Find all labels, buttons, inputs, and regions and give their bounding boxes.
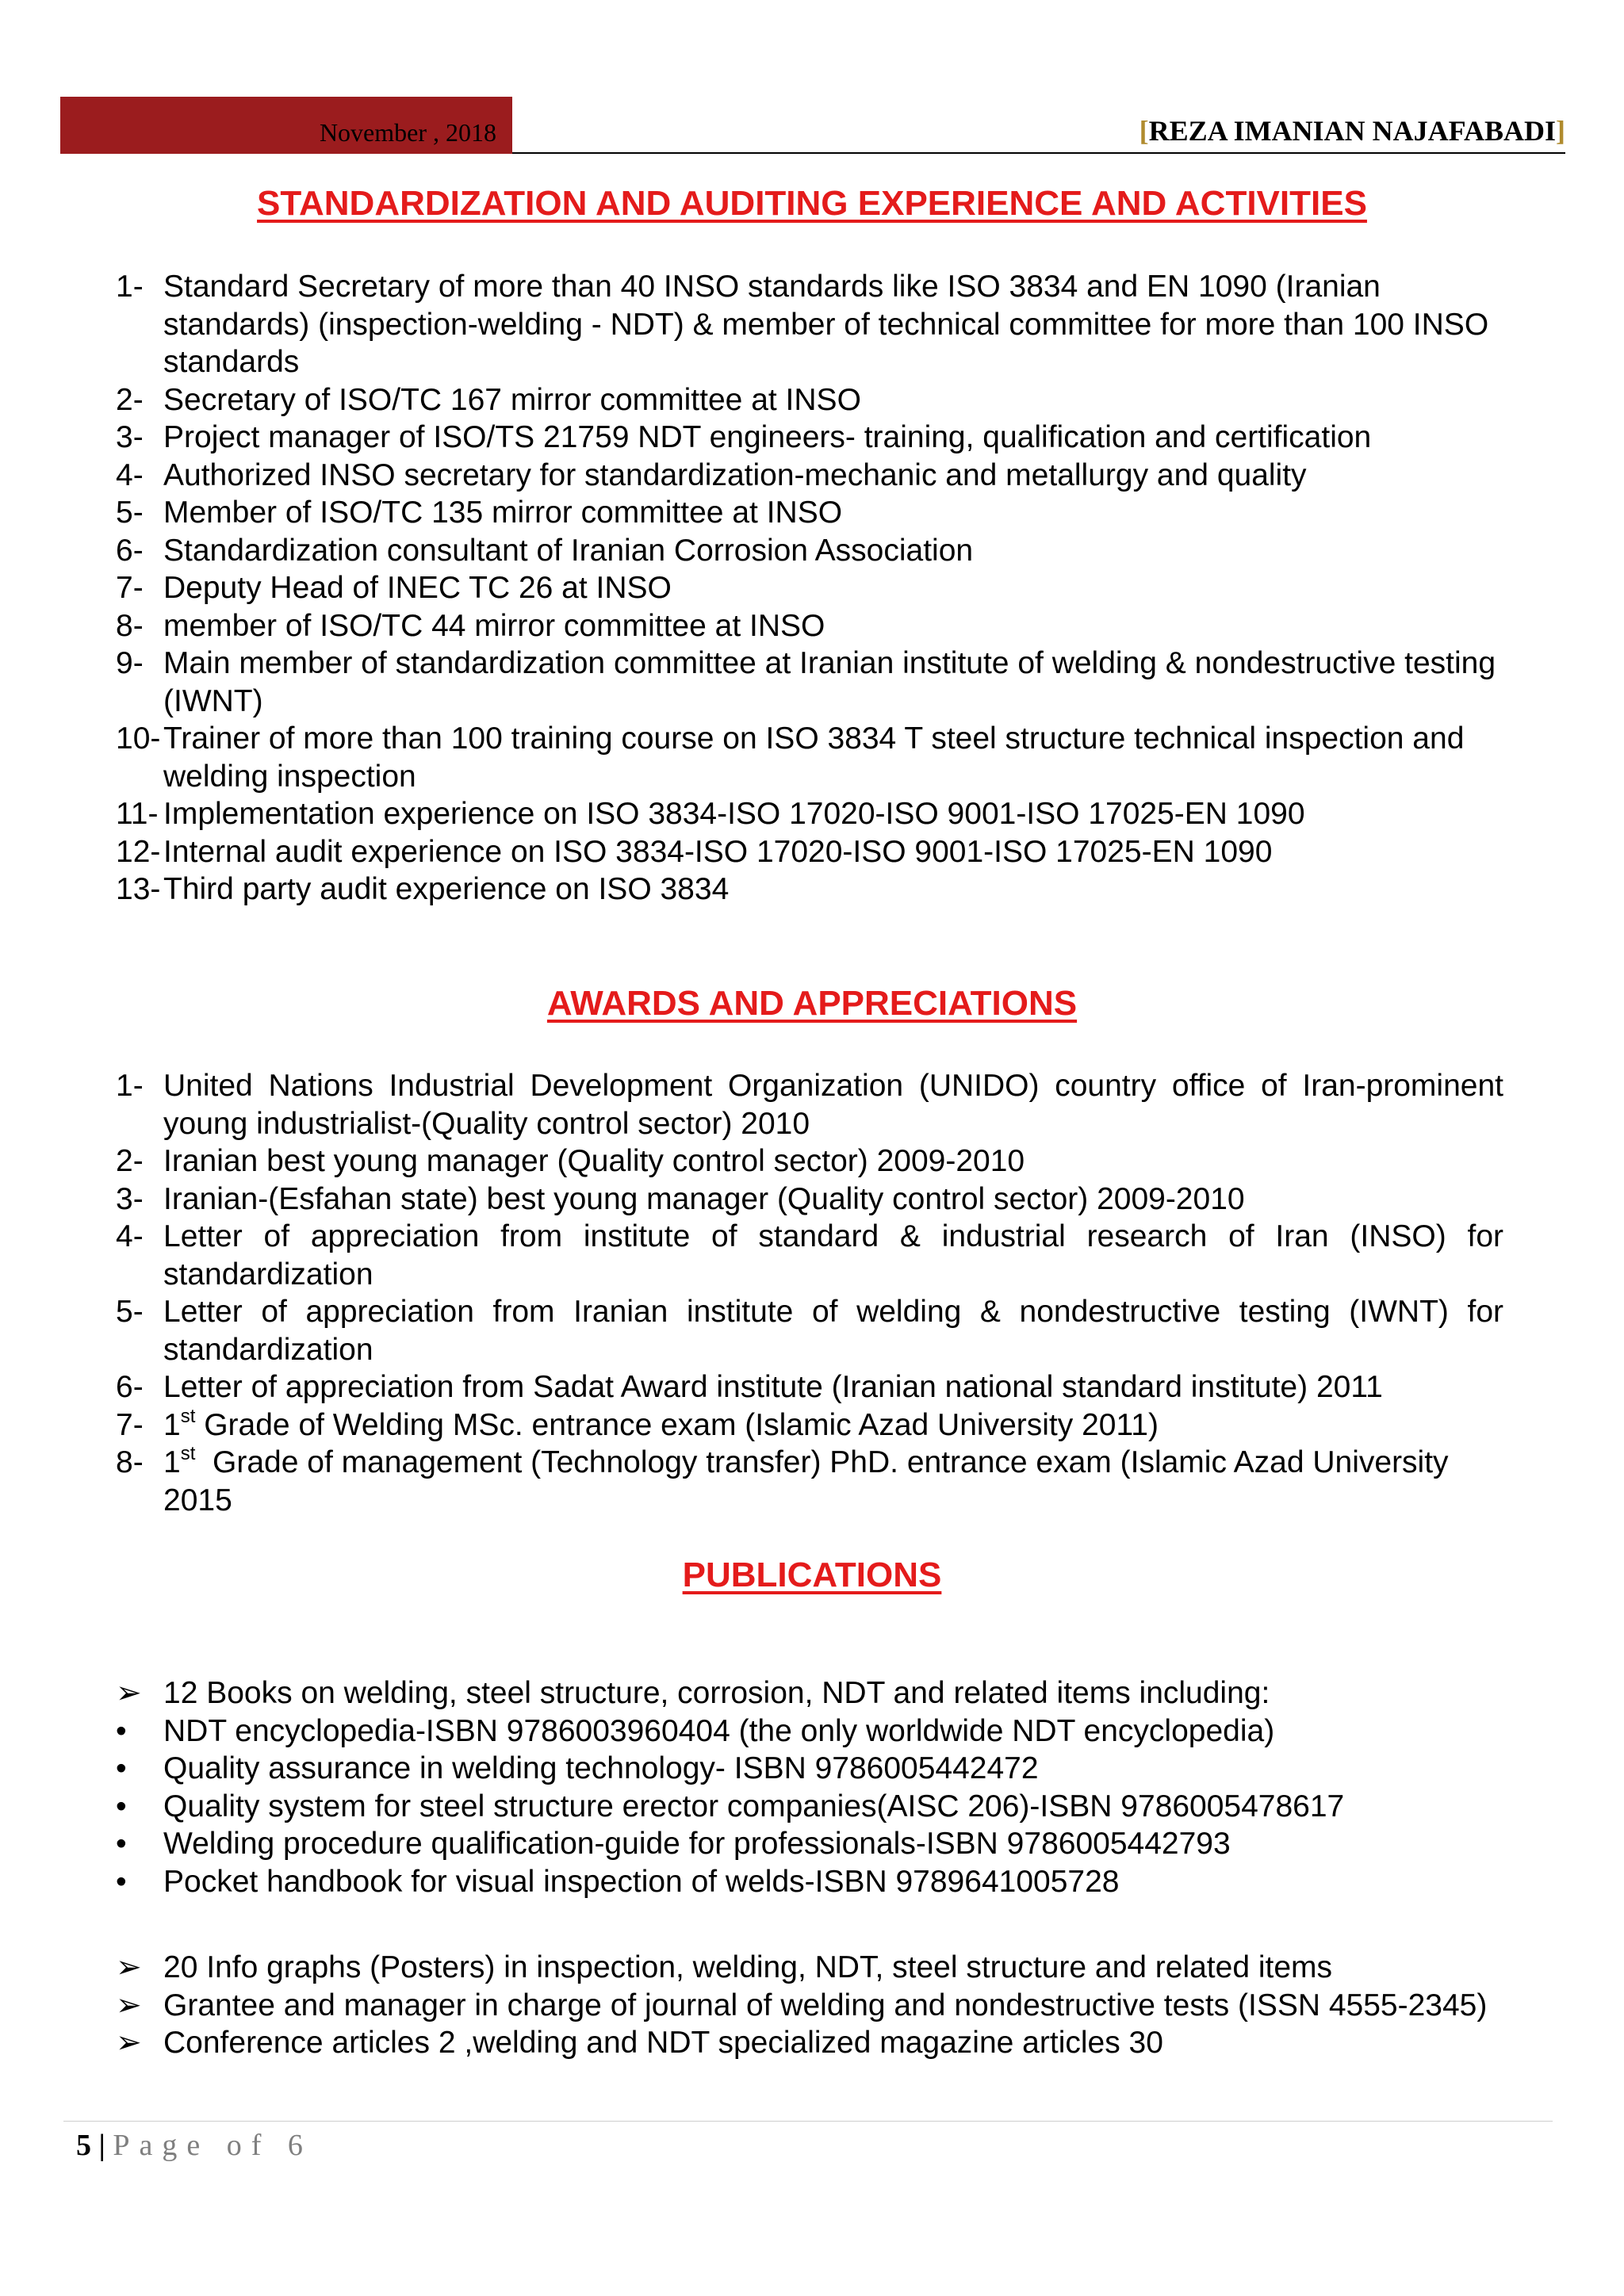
list-item: 2- Secretary of ISO/TC 167 mirror committee at INSO <box>116 382 861 417</box>
arrow-bullet-icon: ➢ <box>116 1676 142 1710</box>
list-item: • Pocket handbook for visual inspection of welds-ISBN 9789641005728 <box>116 1863 1503 1901</box>
arrow-bullet-icon: ➢ <box>116 2026 142 2060</box>
section-title-publications: PUBLICATIONS <box>682 1556 942 1594</box>
list-item: 1- Standard Secretary of more than 40 INSO standards like ISO 3834 and EN 1090 (Iranian standards) (inspection-welding - NDT) & member of technical committee for more than 100 INSO standards <box>116 270 1489 379</box>
header-date: November , 2018 <box>60 97 512 154</box>
dot-bullet-icon: • <box>116 1713 127 1748</box>
arrow-bullet-icon: ➢ <box>116 1950 142 1984</box>
list-item: ➢ 20 Info graphs (Posters) in inspection, welding, NDT, steel structure and related items <box>116 1949 1503 1987</box>
page-footer: 5 | Page of 6 <box>76 2129 312 2162</box>
list-item: 3- Project manager of ISO/TS 21759 NDT engineers- training, qualification and certification <box>116 420 1372 454</box>
list-item: 12- Internal audit experience on ISO 3834-ISO 17020-ISO 9001-ISO 17025-EN 1090 <box>116 834 1273 869</box>
list-item: 7- Deputy Head of INEC TC 26 at INSO <box>116 571 672 605</box>
list-item: • Welding procedure qualification-guide for professionals-ISBN 9786005442793 <box>116 1825 1503 1863</box>
standardization-list <box>116 268 1503 909</box>
publications-list-other <box>116 1949 1503 2062</box>
list-item: 11- Implementation experience on ISO 3834-ISO 17020-ISO 9001-ISO 17025-EN 1090 <box>116 797 1305 831</box>
page-of-label: Page of 6 <box>113 2129 312 2162</box>
header-author-name: [REZA IMANIAN NAJAFABADI] <box>1139 115 1565 147</box>
footer-rule <box>63 2121 1553 2122</box>
list-item: • Quality assurance in welding technology- ISBN 9786005442472 <box>116 1750 1503 1788</box>
list-item: 6- Letter of appreciation from Sadat Award institute (Iranian national standard institute) 2011 <box>116 1370 1383 1404</box>
dot-bullet-icon: • <box>116 1751 127 1785</box>
list-item: • Quality system for steel structure erector companies(AISC 206)-ISBN 9786005478617 <box>116 1788 1503 1826</box>
list-item: 2- Iranian best young manager (Quality control sector) 2009-2010 <box>116 1144 1025 1178</box>
list-item: 8- 1st Grade of management (Technology transfer) PhD. entrance exam (Islamic Azad University 2015 <box>116 1443 1457 1517</box>
list-item: 6- Standardization consultant of Iranian Corrosion Association <box>116 533 974 568</box>
page-header <box>60 97 1565 154</box>
page-number: 5 <box>76 2129 91 2162</box>
list-item: 4- Letter of appreciation from institute of standard & industrial research of Iran (INSO) for standardization <box>116 1219 1503 1292</box>
list-item: • NDT encyclopedia-ISBN 9786003960404 (the only worldwide NDT encyclopedia) <box>116 1712 1503 1751</box>
list-item: 7- 1st Grade of Welding MSc. entrance exam (Islamic Azad University 2011) <box>116 1405 1159 1442</box>
list-item: 5- Member of ISO/TC 135 mirror committee at INSO <box>116 496 843 530</box>
list-item: 1- United Nations Industrial Development Organization (UNIDO) country office of Iran-prominent young industrialist-(Quality control sector) 2010 <box>116 1069 1503 1141</box>
dot-bullet-icon: • <box>116 1789 127 1823</box>
list-item: ➢ Grantee and manager in charge of journal of welding and nondestructive tests (ISSN 4555-2345) <box>116 1987 1503 2025</box>
dot-bullet-icon: • <box>116 1864 127 1899</box>
list-item: 4- Authorized INSO secretary for standardization-mechanic and metallurgy and quality <box>116 457 1307 492</box>
awards-list <box>116 1067 1503 1519</box>
list-item: ➢ 12 Books on welding, steel structure, corrosion, NDT and related items including: <box>116 1674 1503 1712</box>
list-item: 3- Iranian-(Esfahan state) best young manager (Quality control sector) 2009-2010 <box>116 1181 1245 1216</box>
list-item: 10- Trainer of more than 100 training course on ISO 3834 T steel structure technical inspection and welding inspection <box>116 721 1465 794</box>
arrow-bullet-icon: ➢ <box>116 1988 142 2022</box>
list-item: ➢ Conference articles 2 ,welding and NDT specialized magazine articles 30 <box>116 2024 1503 2062</box>
list-item: 13- Third party audit experience on ISO 3834 <box>116 872 730 906</box>
section-title-awards: AWARDS AND APPRECIATIONS <box>546 984 1078 1023</box>
dot-bullet-icon: • <box>116 1827 127 1861</box>
list-item: 9- Main member of standardization committee at Iranian institute of welding & nondestructive testing (IWNT) <box>116 646 1496 718</box>
header-rule <box>512 152 1565 154</box>
section-title-standardization: STANDARDIZATION AND AUDITING EXPERIENCE AND ACTIVITIES <box>257 184 1367 223</box>
list-item: 8- member of ISO/TC 44 mirror committee at INSO <box>116 608 825 643</box>
list-item: 5- Letter of appreciation from Iranian institute of welding & nondestructive testing (IWNT) for standardization <box>116 1295 1503 1367</box>
publications-list-books <box>116 1674 1503 1900</box>
